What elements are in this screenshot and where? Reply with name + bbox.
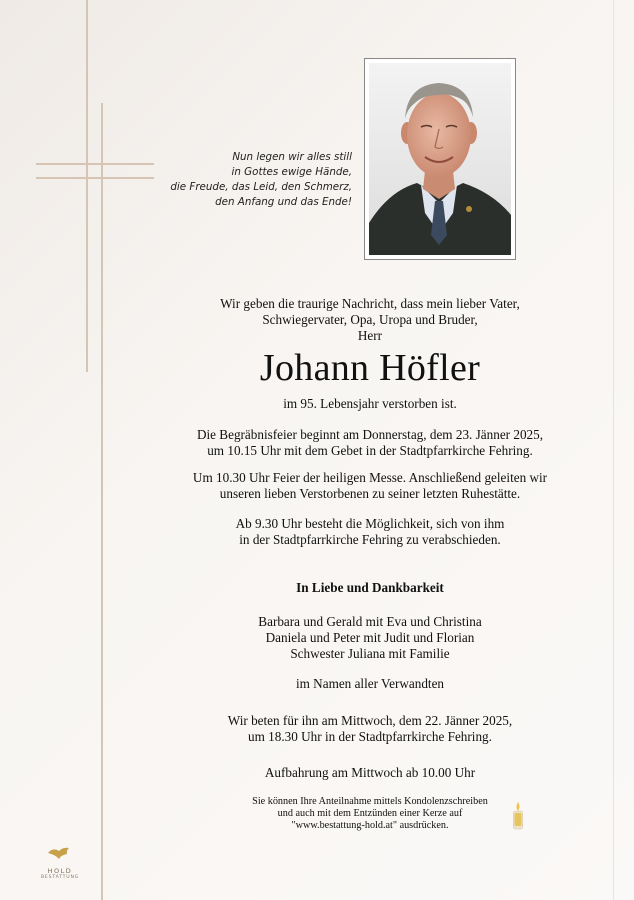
poem-line: Nun legen wir alles still bbox=[232, 151, 352, 163]
portrait-photo bbox=[369, 63, 511, 255]
prayer-line: Wir beten für ihn am Mittwoch, dem 22. Jänner 2025, bbox=[227, 713, 513, 728]
mass-info bbox=[150, 470, 590, 502]
announcement-intro bbox=[150, 296, 590, 344]
funeral-line: Die Begräbnisfeier beginnt am Donnerstag, dem 23. Jänner 2025, bbox=[196, 427, 544, 442]
deceased-name: Johann Höfler bbox=[259, 347, 481, 389]
poem-line: in Gottes ewige Hände, bbox=[231, 166, 352, 178]
candle-icon[interactable] bbox=[511, 800, 525, 830]
poem bbox=[92, 150, 352, 210]
intro-line: Wir geben die traurige Nachricht, dass mein lieber Vater, bbox=[220, 296, 520, 311]
cross-vertical-line bbox=[86, 0, 88, 372]
prayer-line: um 18.30 Uhr in der Stadtpfarrkirche Fehring. bbox=[248, 729, 492, 744]
farewell-line: in der Stadtpfarrkirche Fehring zu verabschieden. bbox=[239, 532, 501, 547]
intro-line: Herr bbox=[357, 328, 383, 343]
prayer-info bbox=[150, 713, 590, 745]
family-line: Barbara und Gerald mit Eva und Christina bbox=[258, 614, 482, 629]
family-line: Daniela und Peter mit Judit und Florian bbox=[265, 630, 475, 645]
condolence-line: "www.bestattung-hold.at" ausdrücken. bbox=[291, 820, 449, 831]
poem-line: die Freude, das Leid, den Schmerz, bbox=[170, 181, 352, 193]
funeral-line: um 10.15 Uhr mit dem Gebet in der Stadtpfarrkirche Fehring. bbox=[207, 443, 533, 458]
condolence-line: Sie können Ihre Anteilnahme mittels Kondolenzschreiben bbox=[252, 796, 488, 807]
intro-line: Schwiegervater, Opa, Uropa und Bruder, bbox=[262, 312, 478, 327]
viewing-line: Aufbahrung am Mittwoch ab 10.00 Uhr bbox=[264, 765, 476, 780]
family-line: Schwester Juliana mit Familie bbox=[290, 646, 450, 661]
logo-name: HOLD bbox=[47, 867, 73, 875]
relatives-line: im Namen aller Verwandten bbox=[295, 676, 445, 691]
cross-vertical-line-long bbox=[101, 103, 103, 900]
age-line: im 95. Lebensjahr verstorben ist. bbox=[283, 396, 457, 411]
family-list bbox=[150, 614, 590, 662]
bird-logo-icon bbox=[47, 846, 73, 860]
mass-line: Um 10.30 Uhr Feier der heiligen Messe. Anschließend geleiten wir bbox=[192, 470, 548, 485]
page-edge-line bbox=[613, 0, 614, 900]
farewell-info bbox=[150, 516, 590, 548]
farewell-line: Ab 9.30 Uhr besteht die Möglichkeit, sich von ihm bbox=[235, 516, 505, 531]
logo-subtitle: BESTATTUNG bbox=[40, 875, 80, 880]
condolence-line: und auch mit dem Entzünden einer Kerze auf bbox=[277, 808, 463, 819]
poem-line: den Anfang und das Ende! bbox=[215, 196, 352, 208]
mass-line: unseren lieben Verstorbenen zu seiner letzten Ruhestätte. bbox=[219, 486, 521, 501]
funeral-home-logo bbox=[40, 846, 80, 880]
funeral-info bbox=[150, 427, 590, 459]
portrait-frame bbox=[364, 58, 516, 260]
closing-heading: In Liebe und Dankbarkeit bbox=[296, 580, 444, 595]
portrait-illustration bbox=[369, 63, 511, 255]
